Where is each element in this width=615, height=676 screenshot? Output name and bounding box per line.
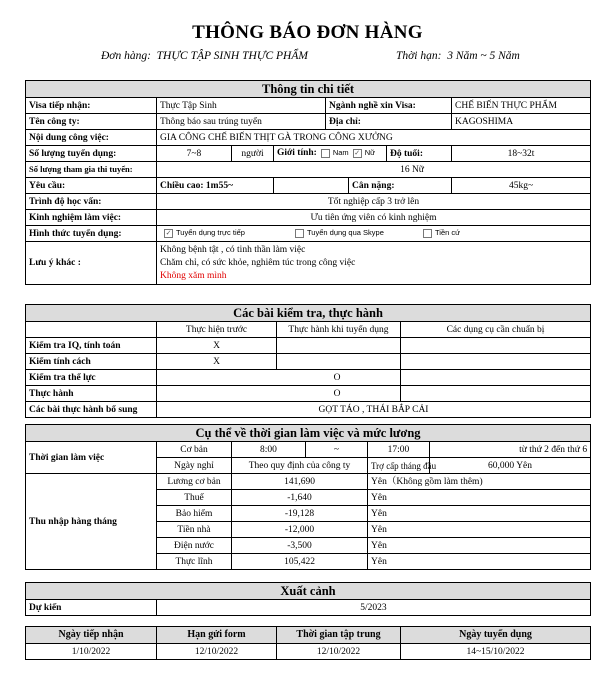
test-label: Kiểm tra thể lực <box>26 370 157 386</box>
test-during <box>277 354 401 370</box>
income-item-value: -19,128 <box>232 506 368 522</box>
extra-value: GỌT TÁO , THÁI BẮP CẢI <box>157 402 591 418</box>
departure-table <box>25 582 591 616</box>
income-item-unit: Yên <box>368 490 591 506</box>
income-item-label: Điện nước <box>157 538 232 554</box>
test-during <box>277 338 401 354</box>
note-line: Chăm chỉ, có sức khỏe, nghiêm túc trong công việc <box>160 257 356 268</box>
income-item-label: Bảo hiểm <box>157 506 232 522</box>
time-separator: ~ <box>306 442 368 458</box>
departure-label: Dự kiến <box>26 600 157 616</box>
req-blank <box>274 178 349 194</box>
job-value: GIA CÔNG CHẾ BIẾN THỊT GÀ TRONG CÔNG XƯỞNG <box>157 130 591 146</box>
table-row <box>26 402 591 418</box>
date-value: 12/10/2022 <box>157 644 277 660</box>
income-label: Thu nhập hàng tháng <box>26 474 157 570</box>
weight-label: Cân nặng: <box>349 178 452 194</box>
height-label: Chiều cao: 1m55~ <box>157 178 274 194</box>
test-tools <box>401 370 591 386</box>
off-value: Theo quy định của công ty <box>232 458 368 474</box>
method-skype-label: Tuyển dụng qua Skype <box>307 228 384 238</box>
income-item-unit: Yên <box>368 522 591 538</box>
term-value: 3 Năm ~ 5 Năm <box>447 50 520 62</box>
req-label: Yêu cầu: <box>26 178 157 194</box>
income-item-unit: Yên <box>368 506 591 522</box>
age-label: Độ tuổi: <box>387 146 452 162</box>
work-header: Cụ thể về thời gian làm việc và mức lương <box>26 425 591 442</box>
tests-header: Các bài kiểm tra, thực hành <box>26 305 591 322</box>
test-label: Kiểm tính cách <box>26 354 157 370</box>
test-tools <box>401 354 591 370</box>
date-header: Thời gian tập trung <box>277 627 401 644</box>
table-row <box>26 338 591 354</box>
visa-label: Visa tiếp nhận: <box>26 98 157 114</box>
note-red-line: Không xăm mình <box>160 270 227 281</box>
departure-value: 5/2023 <box>157 600 591 616</box>
edu-label: Trình độ học vấn: <box>26 194 157 210</box>
test-label: Kiểm tra IQ, tính toán <box>26 338 157 354</box>
work-days: từ thứ 2 đến thứ 6 <box>430 442 591 458</box>
date-header: Ngày tiếp nhận <box>26 627 157 644</box>
weight-value: 45kg~ <box>452 178 591 194</box>
date-value: 14~15/10/2022 <box>401 644 591 660</box>
edu-value: Tốt nghiệp cấp 3 trở lên <box>157 194 591 210</box>
method-deposit-label: Tiền cứ <box>435 228 461 238</box>
extra-label: Các bài thực hành bổ sung <box>26 402 157 418</box>
table-row <box>26 370 591 386</box>
page-title: THÔNG BÁO ĐƠN HÀNG <box>192 22 423 43</box>
departure-header: Xuất cảnh <box>26 583 591 600</box>
base-time-label: Cơ bản <box>157 442 232 458</box>
table-row <box>26 386 591 402</box>
test-during: O <box>157 370 401 386</box>
test-before: X <box>157 354 277 370</box>
income-item-label: Thực lĩnh <box>157 554 232 570</box>
test-before: X <box>157 338 277 354</box>
time-label: Thời gian làm việc <box>26 442 157 474</box>
term-label: Thời hạn: <box>396 50 442 62</box>
table-row <box>26 354 591 370</box>
income-item-value: 105,422 <box>232 554 368 570</box>
allowance-label: Trợ cấp tháng đầu <box>368 458 430 474</box>
income-item-value: 141,690 <box>232 474 368 490</box>
exp-label: Kinh nghiệm làm việc: <box>26 210 157 226</box>
tests-col-before: Thực hiện trước <box>157 322 277 338</box>
date-header: Hạn gửi form <box>157 627 277 644</box>
term-line <box>396 50 520 62</box>
tests-col-during: Thực hành khi tuyển dụng <box>277 322 401 338</box>
qty-unit: người <box>232 146 274 162</box>
note-line: Không bệnh tật , có tinh thần làm việc <box>160 244 306 255</box>
method-options <box>157 226 591 242</box>
test-during: O <box>157 386 401 402</box>
details-header: Thông tin chi tiết <box>26 81 591 98</box>
industry-label: Ngành nghề xin Visa: <box>326 98 452 114</box>
gender-male-label: Nam <box>332 148 349 158</box>
income-row <box>26 474 591 490</box>
test-tools <box>401 338 591 354</box>
test-tools <box>401 386 591 402</box>
income-item-value: -12,000 <box>232 522 368 538</box>
date-value: 1/10/2022 <box>26 644 157 660</box>
visa-value: Thực Tập Sinh <box>157 98 326 114</box>
qty-label: Số lượng tuyển dụng: <box>26 146 157 162</box>
method-direct-checkbox[interactable]: ✓ <box>165 228 172 237</box>
test-label: Thực hành <box>26 386 157 402</box>
income-item-unit: Yên（Không gồm làm thêm) <box>368 474 591 490</box>
method-label: Hình thức tuyển dụng: <box>26 226 157 242</box>
method-skype-checkbox[interactable] <box>295 229 304 238</box>
company-label: Tên công ty: <box>26 114 157 130</box>
qty-value: 7~8 <box>157 146 232 162</box>
tests-blank-header <box>26 322 157 338</box>
exp-value: Ưu tiên ứng viên có kinh nghiệm <box>157 210 591 226</box>
date-value: 12/10/2022 <box>277 644 401 660</box>
details-table <box>25 80 591 285</box>
method-deposit-checkbox[interactable] <box>423 229 432 238</box>
allowance-value: 60,000 Yên <box>430 458 591 474</box>
job-label: Nội dung công việc: <box>26 130 157 146</box>
gender-female-label: Nữ <box>364 148 376 158</box>
industry-value: CHẾ BIẾN THỰC PHẨM <box>452 98 591 114</box>
income-item-value: -3,500 <box>232 538 368 554</box>
tests-table <box>25 304 591 418</box>
date-header: Ngày tuyển dụng <box>401 627 591 644</box>
gender-female-checkbox[interactable]: ✓ <box>354 148 361 157</box>
end-time: 17:00 <box>368 442 430 458</box>
notes-label: Lưu ý khác : <box>26 242 157 285</box>
gender-label: Giới tính: <box>277 148 317 159</box>
address-label: Địa chỉ: <box>326 114 452 130</box>
exam-qty-label: Số lượng tham gia thi tuyển: <box>26 162 157 178</box>
income-item-value: -1,640 <box>232 490 368 506</box>
order-line <box>101 50 308 62</box>
tests-col-tools: Các dụng cụ cần chuẩn bị <box>401 322 591 338</box>
income-item-label: Lương cơ bản <box>157 474 232 490</box>
order-value: THỰC TẬP SINH THỰC PHẨM <box>156 50 308 62</box>
income-item-unit: Yên <box>368 538 591 554</box>
exam-qty-value: 16 Nữ <box>157 162 591 178</box>
gender-cell <box>274 146 387 162</box>
company-value: Thông báo sau trúng tuyển <box>157 114 326 130</box>
off-label: Ngày nghỉ <box>157 458 232 474</box>
address-value: KAGOSHIMA <box>452 114 591 130</box>
income-item-unit: Yên <box>368 554 591 570</box>
gender-male-checkbox[interactable] <box>321 149 330 158</box>
age-value: 18~32t <box>452 146 591 162</box>
method-direct-label: Tuyển dụng trực tiếp <box>176 228 245 238</box>
work-table <box>25 424 591 570</box>
start-time: 8:00 <box>232 442 306 458</box>
notes-cell <box>157 242 591 285</box>
income-item-label: Thuế <box>157 490 232 506</box>
order-label: Đơn hàng: <box>101 50 151 62</box>
income-item-label: Tiền nhà <box>157 522 232 538</box>
dates-table <box>25 626 591 660</box>
